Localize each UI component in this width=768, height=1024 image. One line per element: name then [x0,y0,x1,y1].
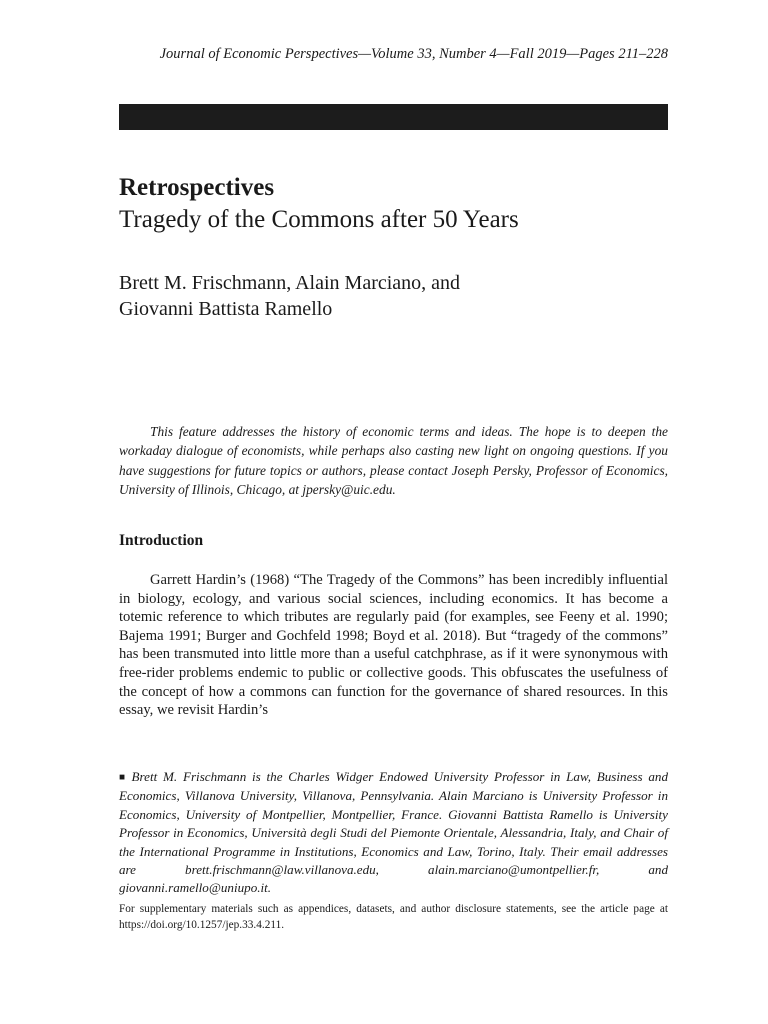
feature-note: This feature addresses the history of economic terms and ideas. The hope is to deepen the workaday dialogue of economists, while perhaps also casting new light on ongoing questions. If you have suggestions for future topics or authors, please contact Joseph Persky, Professor of Economics, University of Illinois, Chicago, at jpersky@uic.edu. [119,424,668,498]
author-line-2: Giovanni Battista Ramello [119,298,333,320]
section-kicker: Retrospectives [119,174,275,201]
article-title: Tragedy of the Commons after 50 Years [119,206,519,233]
author-list [119,270,460,322]
introduction-heading: Introduction [119,532,204,549]
author-line-1: Brett M. Frischmann, Alain Marciano, and [119,272,461,294]
supplementary-materials-note: For supplementary materials such as appendices, datasets, and author disclosure statements, see the article page at https://doi.org/10.1257/jep.33.4.211. [119,903,668,931]
author-affiliation-footnote [119,768,668,898]
header-rule-bar [119,104,668,130]
introduction-paragraph: Garrett Hardin’s (1968) “The Tragedy of the Commons” has been incredibly influential in biology, ecology, and various social sciences, including economics. It has become a totemic reference to which tributes are regularly paid (for examples, see Feeny et al. 1990; Bajema 1991; Burger and Gochfeld 1998; Boyd et al. 2018). But “tragedy of the commons” has been transmuted into little more than a useful catchphrase, as if it were synonymous with free-rider problems endemic to public or collective goods. This obfuscates the usefulness of the concept of how a commons can function for the governance of shared resources. In this essay, we revisit Hardin’s [119,572,668,719]
affiliation-text: Brett M. Frischmann is the Charles Widger Endowed University Professor in Law, Business and Economics, Villanova University, Villanova, Pennsylvania. Alain Marciano is University Professor in Economics, University of Montpellier, Montpellier, France. Giovanni Battista Ramello is University Professor in Economics, Università degli Studi del Piemonte Orientale, Alessandria, Italy, and Chair of the International Programme in Institutions, Economics and Law, Torino, Italy. Their email addresses are brett.frischmann@law.villanova.edu, alain.marciano@umontpellier.fr, and giovanni.ramello@uniupo.it. [119,769,668,896]
running-head: Journal of Economic Perspectives—Volume 33, Number 4—Fall 2019—Pages 211–228 [159,46,668,62]
square-bullet-icon: ■ [119,772,128,783]
